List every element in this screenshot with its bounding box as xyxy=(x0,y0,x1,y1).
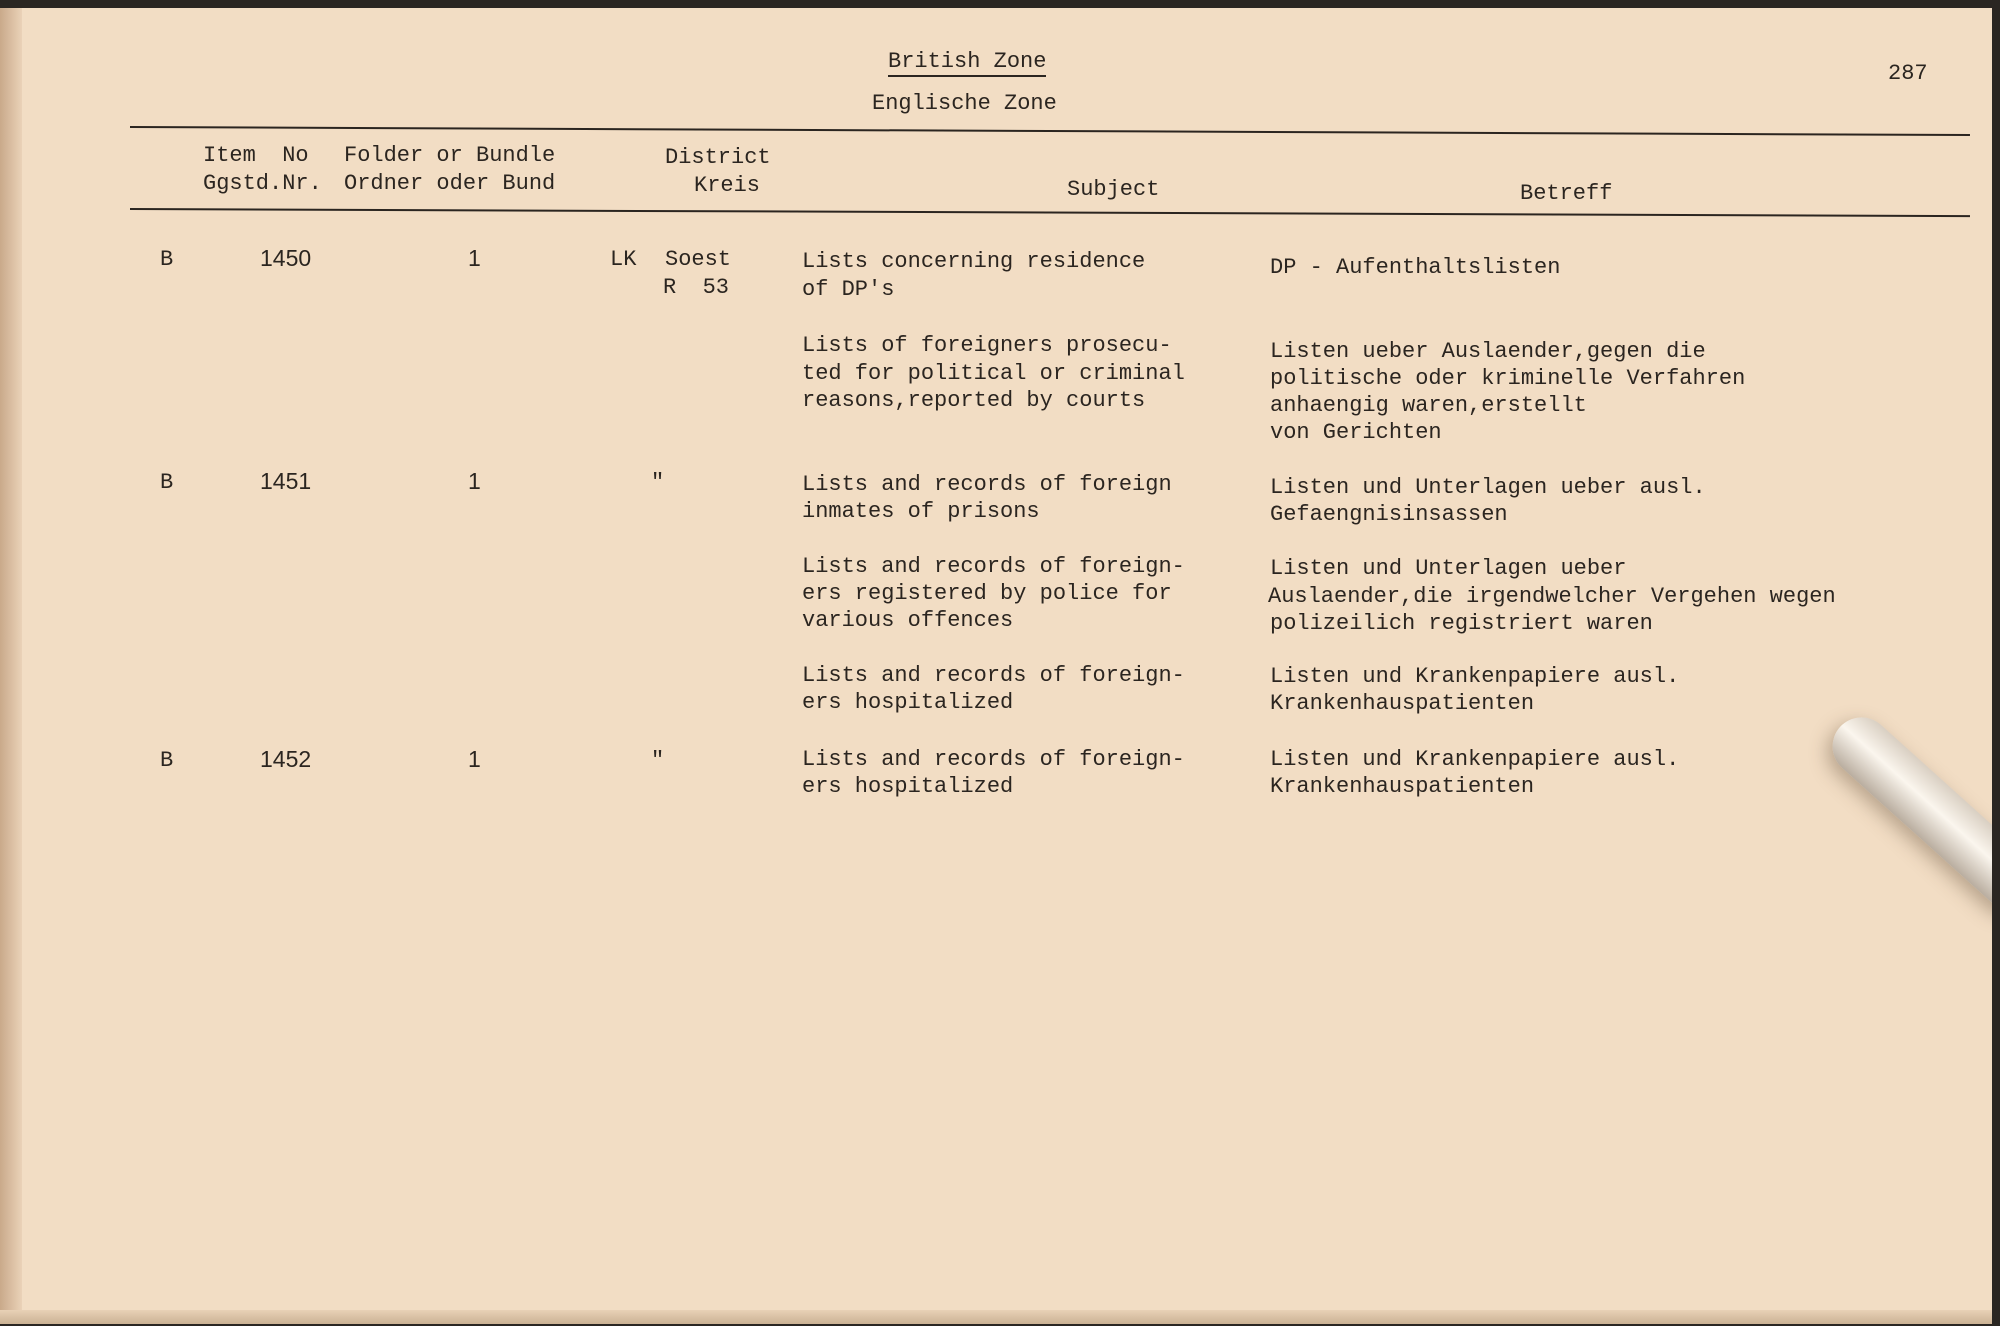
entry-subject-line: ers hospitalized xyxy=(802,774,1014,799)
entry-betreff-line: polizeilich registriert waren xyxy=(1270,611,1653,636)
entry-subject-line: Lists and records of foreign xyxy=(802,472,1172,497)
entry-betreff-line: anhaengig waren,erstellt xyxy=(1270,393,1587,418)
entry-letter: B xyxy=(160,748,174,773)
entry-subject-line: reasons,reported by courts xyxy=(802,388,1146,413)
col-betreff: Betreff xyxy=(1520,181,1613,206)
entry-letter: B xyxy=(160,470,174,495)
entry-betreff-line: Listen und Unterlagen ueber xyxy=(1270,556,1627,581)
entry-betreff-line: politische oder kriminelle Verfahren xyxy=(1270,366,1746,391)
entry-item-number: 1451 xyxy=(260,468,312,494)
entry-betreff-line: Listen und Krankenpapiere ausl. xyxy=(1270,664,1680,689)
entry-item-number: 1450 xyxy=(260,245,312,271)
zone-title: British Zone xyxy=(888,48,1046,77)
entry-subject-line: Lists of foreigners prosecu- xyxy=(802,333,1172,358)
entry-subject-line: Lists and records of foreign- xyxy=(802,554,1185,579)
entry-subject-line: of DP's xyxy=(802,277,895,302)
header-bottom-rule xyxy=(130,208,1970,217)
entry-betreff-line: DP - Aufenthaltslisten xyxy=(1270,255,1561,280)
col-district-en: District xyxy=(665,145,771,170)
entry-folder: 1 xyxy=(468,468,481,494)
entry-folder: 1 xyxy=(468,245,481,271)
page-binding xyxy=(0,8,22,1324)
col-folder-en: Folder or Bundle xyxy=(344,143,556,168)
header-top-rule xyxy=(130,126,1970,136)
pointer-stick xyxy=(1821,705,1992,922)
col-folder-de: Ordner oder Bund xyxy=(344,171,556,196)
entry-betreff-line: Auslaender,die irgendwelcher Vergehen wegen xyxy=(1268,584,1836,609)
entry-district-code: R 53 xyxy=(663,275,730,300)
entry-subject-line: various offences xyxy=(802,608,1014,633)
entry-item-number: 1452 xyxy=(260,746,312,772)
entry-betreff-line: Krankenhauspatienten xyxy=(1270,691,1535,716)
entry-betreff-line: Gefaengnisinsassen xyxy=(1270,502,1508,527)
page-bottom-edge xyxy=(0,1310,1992,1324)
col-subject: Subject xyxy=(1067,177,1160,202)
page-number: 287 xyxy=(1888,61,1928,86)
entry-betreff-line: von Gerichten xyxy=(1270,420,1442,445)
entry-subject-line: inmates of prisons xyxy=(802,499,1040,524)
entry-letter: B xyxy=(160,247,174,272)
entry-subject-line: ted for political or criminal xyxy=(802,361,1185,386)
zone-subtitle: Englische Zone xyxy=(872,91,1057,116)
entry-betreff-line: Listen und Krankenpapiere ausl. xyxy=(1270,747,1680,772)
entry-district-ditto: " xyxy=(651,470,665,495)
entry-district: Soest xyxy=(665,247,732,272)
entry-subject-line: Lists and records of foreign- xyxy=(802,663,1185,688)
entry-district-prefix: LK xyxy=(610,247,637,272)
entry-subject-line: Lists concerning residence xyxy=(802,249,1146,274)
entry-betreff-line: Krankenhauspatienten xyxy=(1270,774,1535,799)
col-item-no-en: Item No xyxy=(203,143,309,168)
col-district-de: Kreis xyxy=(694,173,761,198)
col-item-no-de: Ggstd.Nr. xyxy=(203,171,322,196)
entry-district-ditto: " xyxy=(651,748,665,773)
entry-betreff-line: Listen ueber Auslaender,gegen die xyxy=(1270,339,1706,364)
entry-folder: 1 xyxy=(468,746,481,772)
entry-subject-line: ers registered by police for xyxy=(802,581,1172,606)
entry-subject-line: ers hospitalized xyxy=(802,690,1014,715)
entry-subject-line: Lists and records of foreign- xyxy=(802,747,1185,772)
document-page xyxy=(0,8,1992,1324)
entry-betreff-line: Listen und Unterlagen ueber ausl. xyxy=(1270,475,1706,500)
